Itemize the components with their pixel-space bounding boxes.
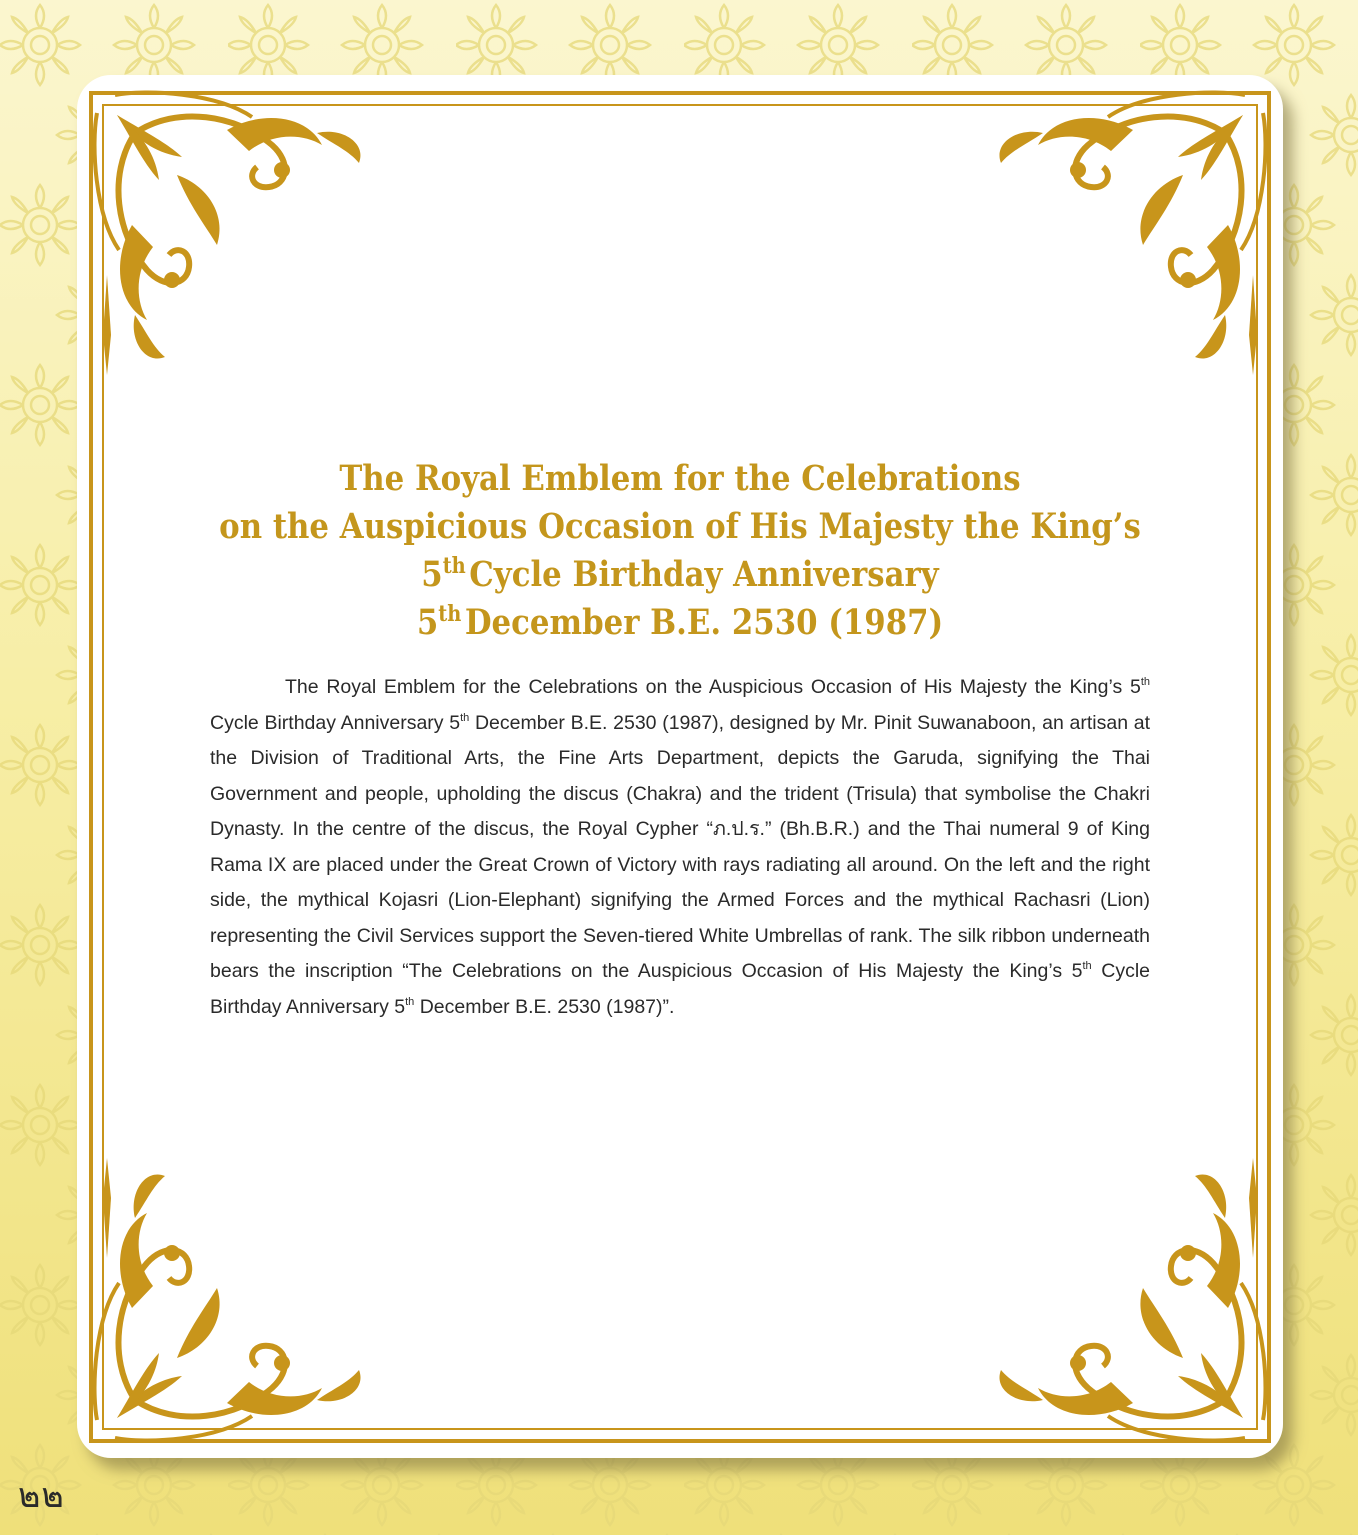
body-suffix-4: th: [405, 995, 415, 1008]
body-paragraph: [210, 670, 1150, 1025]
body-suffix-2: th: [460, 711, 470, 724]
title-line-4: [187, 599, 1173, 647]
title-ordinal-suffix: th: [442, 553, 466, 579]
body-suffix-1: th: [1140, 676, 1151, 688]
body-text-2: Cycle Birthday Anniversary 5: [210, 711, 461, 734]
body-text-3: December B.E. 2530 (1987), designed by Mr. Pinit Suwanaboon, an artisan at the Division of Traditional Arts, the Fine Arts Department, depicts the Garuda, signifying the Thai Government and people, upholding the discus (Chakra) and the trident (Trisula) that symbolise the Chakri Dynasty. In the centre of the discus, the Royal Cypher “ภ.ป.ร.” (Bh.B.R.) and the Thai numeral 9 of King Rama IX are placed under the Great Crown of Victory with rays radiating all around. On the left and the right side, the mythical Kojasri (Lion-Elephant) signifying the Armed Forces and the mythical Rachasri (Lion) representing the Civil Services support the Seven-tiered White Umbrellas of rank. The silk ribbon underneath bears the inscription “The Celebrations on the Auspicious Occasion of His Majesty the King’s 5: [210, 711, 1150, 982]
body-text-5: December B.E. 2530 (1987)”.: [419, 995, 675, 1018]
title-line-3: [187, 551, 1173, 599]
title-ordinal-suffix-2: th: [438, 601, 462, 627]
title-ordinal: 5: [421, 554, 443, 595]
title-line-3-text: Cycle Birthday Anniversary: [469, 554, 939, 595]
page-title: [187, 455, 1173, 647]
title-line-1: The Royal Emblem for the Celebrations: [339, 458, 1021, 499]
page-number: ๒๒: [18, 1476, 65, 1516]
body-ordinal-1: 5: [1129, 676, 1141, 698]
body-suffix-3: th: [1082, 960, 1092, 972]
title-ordinal-2: 5: [416, 602, 439, 643]
body-text-4: Cycle Birthday Anniversary 5: [210, 960, 1150, 1018]
title-line-4-text: December B.E. 2530 (1987): [464, 602, 944, 643]
body-text-1: The Royal Emblem for the Celebrations on the Auspicious Occasion of His Majesty the King’s: [285, 676, 1123, 698]
title-line-2: on the Auspicious Occasion of His Majesty the King’s: [219, 506, 1141, 547]
